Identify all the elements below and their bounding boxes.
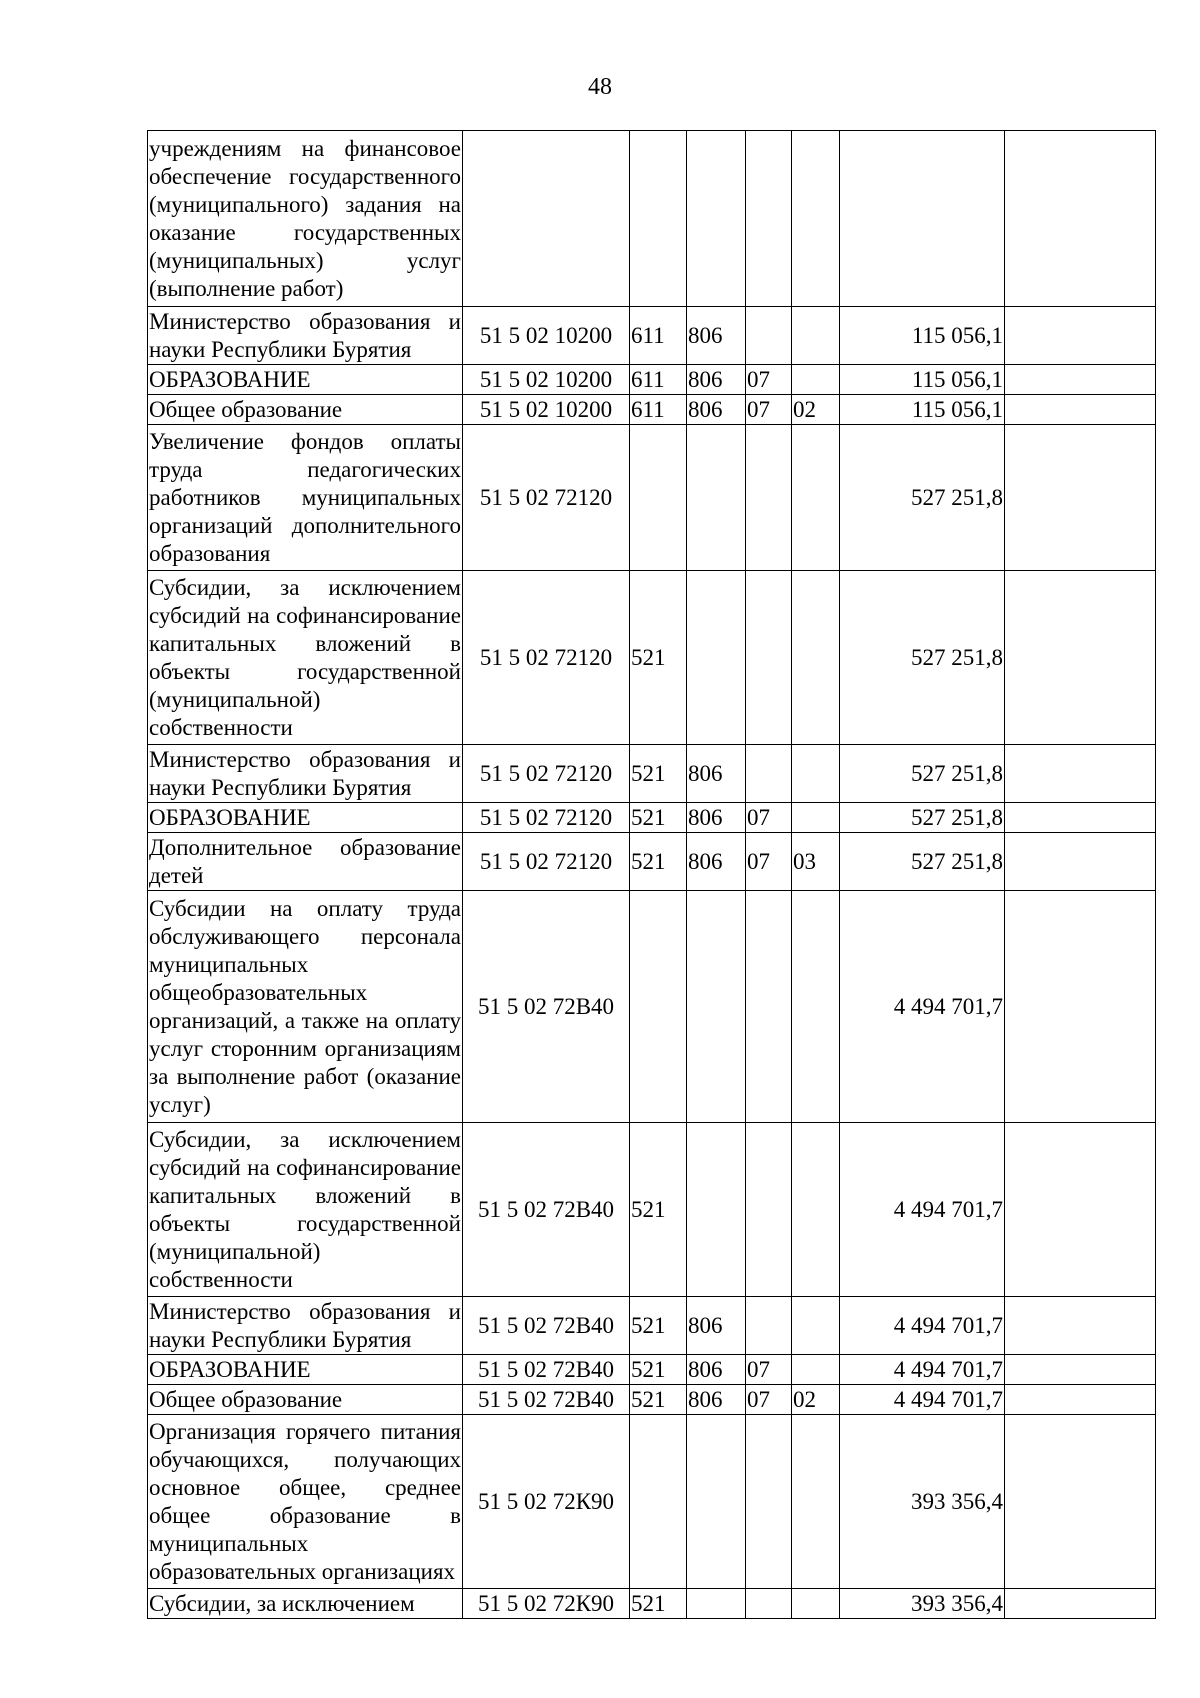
- empty-cell: [1005, 745, 1156, 803]
- table-row: [148, 1123, 1156, 1297]
- target-article-code: 51 5 02 72120: [463, 745, 630, 803]
- subsection-code: 03: [792, 833, 840, 891]
- subsection-code: [792, 803, 840, 833]
- ministry-code: [687, 1589, 746, 1619]
- table-body: [148, 131, 1156, 1619]
- subsection-code: [792, 1589, 840, 1619]
- ministry-code: 806: [687, 1355, 746, 1385]
- subsection-code: [792, 745, 840, 803]
- table-row: [148, 307, 1156, 365]
- row-name: Организация горячего питания обучающихся, получающих основное общее, среднее общее образование в муниципальных образовательных организациях: [148, 1415, 463, 1589]
- ministry-code: 806: [687, 307, 746, 365]
- row-name: Министерство образования и науки Республики Бурятия: [148, 745, 463, 803]
- section-code: [746, 131, 792, 307]
- row-name: Субсидии, за исключением субсидий на софинансирование капитальных вложений в объекты государственной (муниципальной) собственности: [148, 1123, 463, 1297]
- section-code: 07: [746, 395, 792, 425]
- row-name: Общее образование: [148, 1385, 463, 1415]
- row-name: учреждениям на финансовое обеспечение государственного (муниципального) задания на оказание государственных (муниципальных) услуг (выполнение работ): [148, 131, 463, 307]
- page-number: 48: [588, 74, 612, 100]
- table-row: [148, 365, 1156, 395]
- section-code: [746, 1123, 792, 1297]
- amount: 4 494 701,7: [840, 1123, 1005, 1297]
- expense-type-code: 521: [630, 1355, 687, 1385]
- row-name: Общее образование: [148, 395, 463, 425]
- subsection-code: 02: [792, 395, 840, 425]
- amount: 527 251,8: [840, 571, 1005, 745]
- table-row: [148, 833, 1156, 891]
- amount: 393 356,4: [840, 1415, 1005, 1589]
- expense-type-code: [630, 131, 687, 307]
- empty-cell: [1005, 1355, 1156, 1385]
- empty-cell: [1005, 131, 1156, 307]
- subsection-code: [792, 1415, 840, 1589]
- target-article-code: 51 5 02 72К90: [463, 1415, 630, 1589]
- section-code: [746, 1297, 792, 1355]
- section-code: 07: [746, 1385, 792, 1415]
- empty-cell: [1005, 425, 1156, 571]
- subsection-code: 02: [792, 1385, 840, 1415]
- subsection-code: [792, 1123, 840, 1297]
- row-name: Министерство образования и науки Республики Бурятия: [148, 1297, 463, 1355]
- row-name: Увеличение фондов оплаты труда педагогических работников муниципальных организаций дополнительного образования: [148, 425, 463, 571]
- target-article-code: 51 5 02 72120: [463, 833, 630, 891]
- table-row: [148, 745, 1156, 803]
- section-code: [746, 745, 792, 803]
- target-article-code: 51 5 02 72В40: [463, 1385, 630, 1415]
- ministry-code: [687, 891, 746, 1123]
- row-name: ОБРАЗОВАНИЕ: [148, 803, 463, 833]
- table-row: [148, 1589, 1156, 1619]
- row-name: Дополнительное образование детей: [148, 833, 463, 891]
- target-article-code: 51 5 02 72120: [463, 803, 630, 833]
- expense-type-code: 521: [630, 1123, 687, 1297]
- section-code: [746, 1415, 792, 1589]
- ministry-code: 806: [687, 803, 746, 833]
- target-article-code: 51 5 02 72120: [463, 571, 630, 745]
- budget-table: [147, 130, 1156, 1619]
- ministry-code: 806: [687, 1385, 746, 1415]
- table-row: [148, 571, 1156, 745]
- section-code: 07: [746, 803, 792, 833]
- amount: 115 056,1: [840, 365, 1005, 395]
- empty-cell: [1005, 571, 1156, 745]
- row-name: ОБРАЗОВАНИЕ: [148, 365, 463, 395]
- section-code: [746, 1589, 792, 1619]
- target-article-code: 51 5 02 10200: [463, 365, 630, 395]
- section-code: 07: [746, 365, 792, 395]
- empty-cell: [1005, 1123, 1156, 1297]
- target-article-code: [463, 131, 630, 307]
- section-code: 07: [746, 1355, 792, 1385]
- subsection-code: [792, 1355, 840, 1385]
- row-name: Министерство образования и науки Республики Бурятия: [148, 307, 463, 365]
- expense-type-code: 521: [630, 1297, 687, 1355]
- section-code: [746, 307, 792, 365]
- target-article-code: 51 5 02 72В40: [463, 1297, 630, 1355]
- expense-type-code: 521: [630, 745, 687, 803]
- target-article-code: 51 5 02 72В40: [463, 1355, 630, 1385]
- expense-type-code: 521: [630, 803, 687, 833]
- amount: [840, 131, 1005, 307]
- amount: 4 494 701,7: [840, 1355, 1005, 1385]
- section-code: [746, 425, 792, 571]
- row-name: Субсидии, за исключением субсидий на софинансирование капитальных вложений в объекты государственной (муниципальной) собственности: [148, 571, 463, 745]
- empty-cell: [1005, 395, 1156, 425]
- empty-cell: [1005, 307, 1156, 365]
- target-article-code: 51 5 02 10200: [463, 307, 630, 365]
- amount: 115 056,1: [840, 307, 1005, 365]
- table-row: [148, 425, 1156, 571]
- row-name: Субсидии на оплату труда обслуживающего персонала муниципальных общеобразовательных организаций, а также на оплату услуг сторонним организациям за выполнение работ (оказание услуг): [148, 891, 463, 1123]
- empty-cell: [1005, 1415, 1156, 1589]
- subsection-code: [792, 131, 840, 307]
- table-row: [148, 803, 1156, 833]
- amount: 527 251,8: [840, 425, 1005, 571]
- ministry-code: 806: [687, 395, 746, 425]
- expense-type-code: [630, 1415, 687, 1589]
- ministry-code: 806: [687, 1297, 746, 1355]
- section-code: [746, 891, 792, 1123]
- expense-type-code: 611: [630, 307, 687, 365]
- empty-cell: [1005, 365, 1156, 395]
- table-row: [148, 1415, 1156, 1589]
- ministry-code: [687, 425, 746, 571]
- expense-type-code: [630, 425, 687, 571]
- table-row: [148, 891, 1156, 1123]
- row-name: Субсидии, за исключением: [148, 1589, 463, 1619]
- target-article-code: 51 5 02 72В40: [463, 1123, 630, 1297]
- amount: 527 251,8: [840, 833, 1005, 891]
- ministry-code: [687, 131, 746, 307]
- empty-cell: [1005, 1297, 1156, 1355]
- ministry-code: 806: [687, 833, 746, 891]
- ministry-code: 806: [687, 745, 746, 803]
- section-code: [746, 571, 792, 745]
- subsection-code: [792, 1297, 840, 1355]
- amount: 527 251,8: [840, 803, 1005, 833]
- ministry-code: [687, 1123, 746, 1297]
- empty-cell: [1005, 891, 1156, 1123]
- amount: 4 494 701,7: [840, 891, 1005, 1123]
- expense-type-code: 521: [630, 571, 687, 745]
- row-name: ОБРАЗОВАНИЕ: [148, 1355, 463, 1385]
- amount: 4 494 701,7: [840, 1297, 1005, 1355]
- expense-type-code: 521: [630, 1385, 687, 1415]
- table-row: [148, 395, 1156, 425]
- empty-cell: [1005, 803, 1156, 833]
- amount: 527 251,8: [840, 745, 1005, 803]
- subsection-code: [792, 891, 840, 1123]
- empty-cell: [1005, 1385, 1156, 1415]
- expense-type-code: 611: [630, 365, 687, 395]
- empty-cell: [1005, 1589, 1156, 1619]
- target-article-code: 51 5 02 10200: [463, 395, 630, 425]
- expense-type-code: 521: [630, 833, 687, 891]
- table-row: [148, 131, 1156, 307]
- ministry-code: [687, 1415, 746, 1589]
- subsection-code: [792, 425, 840, 571]
- table-row: [148, 1297, 1156, 1355]
- target-article-code: 51 5 02 72К90: [463, 1589, 630, 1619]
- subsection-code: [792, 365, 840, 395]
- table-row: [148, 1385, 1156, 1415]
- ministry-code: 806: [687, 365, 746, 395]
- target-article-code: 51 5 02 72В40: [463, 891, 630, 1123]
- section-code: 07: [746, 833, 792, 891]
- amount: 115 056,1: [840, 395, 1005, 425]
- target-article-code: 51 5 02 72120: [463, 425, 630, 571]
- subsection-code: [792, 571, 840, 745]
- amount: 393 356,4: [840, 1589, 1005, 1619]
- expense-type-code: [630, 891, 687, 1123]
- amount: 4 494 701,7: [840, 1385, 1005, 1415]
- ministry-code: [687, 571, 746, 745]
- table-row: [148, 1355, 1156, 1385]
- empty-cell: [1005, 833, 1156, 891]
- subsection-code: [792, 307, 840, 365]
- expense-type-code: 611: [630, 395, 687, 425]
- expense-type-code: 521: [630, 1589, 687, 1619]
